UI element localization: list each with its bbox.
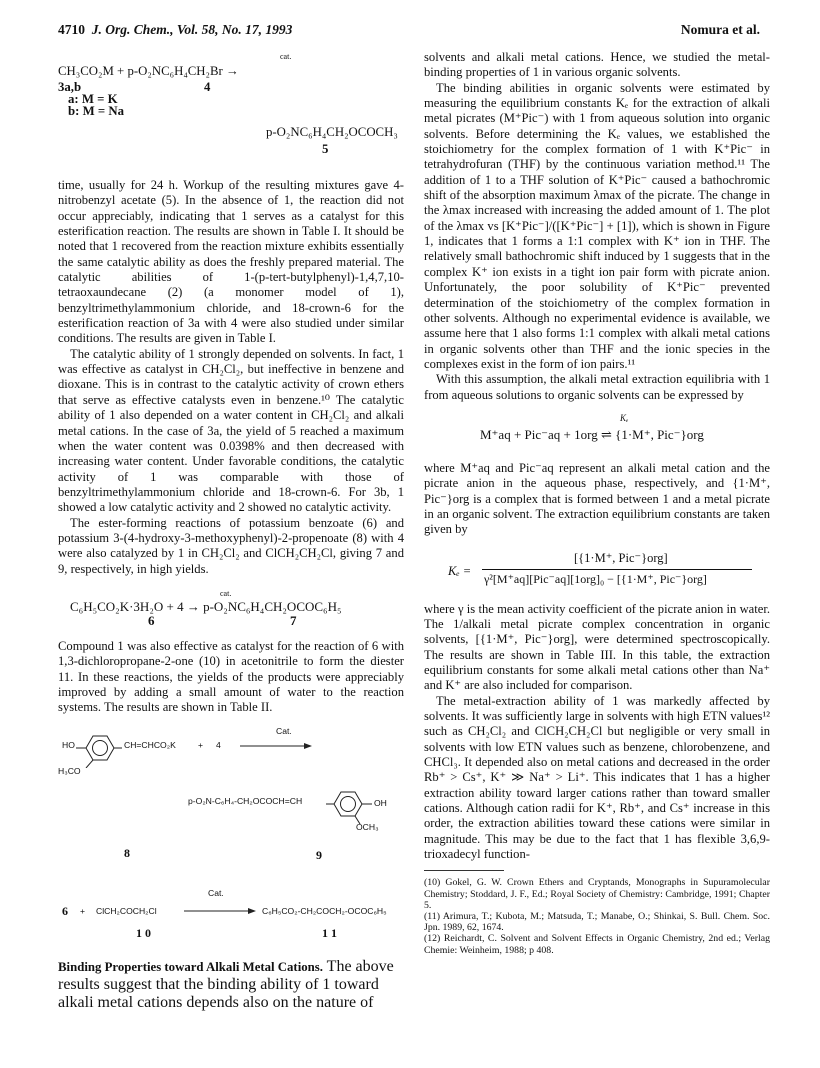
scheme2-reagent-4: 4 [216, 739, 221, 750]
paragraph-solvent-dependence: The catalytic ability of 1 strongly depended on solvents. In fact, 1 was effective as catalyst in CH₂Cl₂, but ineffective in benzene and dioxane. This is in contrast to the catalytic activity of crown ethers that serve as effective catalysts even in benzene.¹⁰ The catalytic ability of 1 also depended on a water content in CH₂Cl₂ and alkali metal cations. In the case of 3a, the yield of 5 reached a maximum when the water content was 0.0398% and then decreased with increasing water content. Under favorable conditions, the catalytic activity of 1 was comparable with those of benzyltrimethylammonium chloride and 18-crown-6. For 3b, 1 showed a low catalytic activity and 2 showed no catalytic activity. [58, 346, 404, 515]
scheme2-h3co: H₃CO [58, 765, 81, 776]
footnote-11: (11) Arimura, T.; Kubota, M.; Matsuda, T.; Manabe, O.; Shinkai, S. Bull. Chem. Soc. Jpn. 1989, 62, 1674. [424, 911, 770, 934]
eq-k-fraction-bar [482, 569, 752, 570]
paragraph-binding-abilities: The binding abilities in organic solvents were estimated by measuring the equilibrium constants Kₑ for the extraction of alkali metal picrates (M⁺Pic⁻) with 1 from aqueous solution into organic solvents. Before determining the Kₑ values, we established the stoichiometry for the complex formation of 1 with K⁺Pic⁻ in tetrahydrofuran (THF) by the continuous variation method.¹¹ The addition of 1 to a THF solution of K⁺Pic⁻ caused a bathochromic shift of the absorption maximum λmax of the picrate. The change in the λmax increased with increasing the added amount of 1. The plot of the λmax vs [K⁺Pic⁻]/([K⁺Pic⁻] + [1]), which is shown in Figure 1, indicates that 1 forms a 1:1 complex with K⁺ ion in THF. The relatively small bathochromic shift induced by 1 suggests that in the complex K⁺ ion exists in a tight ion pair form with picrate anion. Unfortunately, the poor solubility of K⁺Pic⁻ prevented determination of the stoichiometry of the complex formation in other solvents. Although no experimental evidence is available, we assume here that 1 also forms 1:1 complex with alkali metal cations in organic solvents other than THF and the ionic species in the complexes exist in the form of ion pairs.¹¹ [424, 80, 770, 371]
journal-citation: J. Org. Chem., Vol. 58, No. 17, 1993 [91, 22, 293, 37]
scheme2-plus-2: + [80, 905, 86, 916]
eq-k-numerator: [{1·M⁺, Pic⁻}org] [574, 550, 668, 565]
paragraph-where-gamma: where γ is the mean activity coefficient of the picrate anion in water. The 1/alkali metal picrate complex concentration in organic solvents, [{1·M⁺, Pic⁻}org], were determined spectroscopically. The results are shown in Table III. In this table, the extraction equilibrium constants for some alkali metal cations other than Na⁺ and K⁺ are also included for comparison. [424, 601, 770, 693]
scheme-ferulate [58, 726, 404, 958]
eq7-catalyst-label: cat. [220, 588, 232, 598]
scheme2-cat-top: Cat. [276, 725, 292, 736]
scheme-esterification [58, 50, 404, 168]
scheme1-product: p-O₂NC₆H₄CH₂OCOCH₃ [266, 125, 398, 139]
scheme2-ho: HO [62, 739, 75, 750]
scheme2-label-8: 8 [124, 845, 130, 860]
scheme1-label-4: 4 [204, 80, 211, 94]
scheme1-option-a: a: M = K [68, 92, 118, 106]
scheme2-arrow-bottom [184, 906, 256, 916]
scheme2-och3: OCH₃ [356, 821, 379, 832]
running-header-authors: Nomura et al. [680, 22, 760, 37]
paragraph-where-m-aq: where M⁺aq and Pic⁻aq represent an alkali metal cation and the picrate anion in the aqueous phase, respectively, and {1·M⁺, Pic⁻}org is a complex that is formed between 1 and a metal picrate in an organic solvent. The extraction equilibrium constants are taken given by [424, 460, 770, 537]
paragraph-solvents-cations: solvents and alkali metal cations. Hence, we studied the metal-binding properties of 1 in various organic solvents. [424, 50, 770, 80]
scheme2-side-chain-8: CH=CHCO₂K [124, 739, 176, 750]
eq7-equation: C₆H₅CO₂K·3H₂O + 4 → p-O₂NC₆H₄CH₂OCOC₆H₅ [70, 598, 342, 614]
eq-ext-ke-label: Kₑ [620, 412, 629, 423]
scheme2-oh: OH [374, 797, 387, 808]
right-column [424, 50, 770, 956]
footnote-divider [424, 870, 504, 871]
paragraph-workup: time, usually for 24 h. Workup of the resulting mixtures gave 4-nitrobenzyl acetate (5). In the absence of 1, the reaction did not occur appreciably, indicating that 1 serves as a catalyst for this esterification reaction. The results are shown in Table I. It should be noted that 1 recovered from the reaction mixture exhibits essentially the same catalytic ability as does the freshly prepared material. The catalytic abilities of 1-(p-tert-butylphenyl)-1,4,7,10-tetraoxaundecane (2) (a monomer model of 1), benzyltrimethylammonium chloride, and 18-crown-6 for the esterification reaction of 3a with 4 were also studied under similar conditions. The results are given in Table I. [58, 178, 404, 346]
paragraph-metal-extraction: The metal-extraction ability of 1 was markedly affected by solvents. It was sufficiently large in solvents with high ETN values¹² such as CH₂Cl₂ and ClCH₂CH₂Cl but negligible or very small in solvents with low ETN values such as benzene, chlorobenzene, and CHCl₃. It depended also on metal cations and decreased in the order Rb⁺ > Cs⁺, K⁺ ≫ Na⁺ > Li⁺. This indicates that 1 has a higher extraction ability toward larger cations rather than toward smaller cations. Although cation radii for K⁺, Rb⁺, and Cs⁺ increase in this order, the extraction abilities toward these cations were similar in magnitude. This may be due to the fact that 1 has flexible 3,6,9-trioxadecyl function- [424, 693, 770, 862]
eq7-label-7: 7 [290, 612, 297, 628]
scheme2-label-9: 9 [316, 847, 322, 862]
section-heading: Binding Properties toward Alkali Metal Cations. [58, 959, 323, 974]
scheme1-reaction: CH₃CO₂M + p-O₂NC₆H₄CH₂Br → [58, 64, 239, 78]
scheme1-option-b: b: M = Na [68, 104, 124, 118]
scheme2-plus: + [198, 739, 204, 750]
scheme2-cat-bottom: Cat. [208, 887, 224, 898]
scheme2-label-11: 1 1 [322, 925, 337, 940]
scheme2-reactant-6: 6 [62, 903, 68, 918]
eq7-label-6: 6 [148, 612, 155, 628]
paragraph-ester-forming: The ester-forming reactions of potassium benzoate (6) and potassium 3-(4-hydroxy-3-methoxyphenyl)-2-propenoate (8) with 4 were also catalyzed by 1 in CH₂Cl₂ and ClCH₂CH₂Cl, giving 7 and 9, respectively, in high yields. [58, 515, 404, 576]
paragraph-assumption: With this assumption, the alkali metal extraction equilibria with 1 from aqueous solutions to organic solvents can be expressed by [424, 372, 770, 402]
scheme2-benzene-ring-8 [76, 728, 122, 768]
scheme2-reagent-10: ClCH₂COCH₂Cl [96, 905, 157, 916]
left-column [58, 50, 404, 1028]
running-header-left [58, 22, 292, 38]
eq-k-denominator: γ²[M⁺aq][Pic⁻aq][1org]₀ − [{1·M⁺, Pic⁻}org] [484, 571, 707, 586]
eq-ext-equation: M⁺aq + Pic⁻aq + 1org ⇌ {1·M⁺, Pic⁻}org [480, 426, 704, 442]
scheme2-label-10: 1 0 [136, 925, 151, 940]
section-intro-text: The above results suggest that the binding ability of 1 toward alkali metal cations depends also on the nature of [58, 957, 394, 1011]
scheme1-label-5: 5 [322, 142, 329, 156]
scheme2-arrow-top [240, 741, 312, 751]
equation-benzoate [58, 589, 404, 633]
equation-extraction-equilibrium [424, 413, 770, 457]
eq-k-lhs: Kₑ = [448, 563, 472, 578]
scheme1-label-3ab: 3a,b [58, 80, 82, 94]
scheme2-product-11: C₆H₅CO₂-CH₂COCH₂-OCOC₆H₅ [262, 905, 387, 916]
footnote-10: (10) Gokel, G. W. Crown Ethers and Cryptands, Monographs in Supuramolecular Chemistry; Stoddard, J. F., Ed.; Royal Society of Chemistry: Cambridge, 1991; Chapter 5. [424, 877, 770, 911]
footnote-12: (12) Reichardt, C. Solvent and Solvent Effects in Organic Chemistry, 2nd ed.; Verlag Chemie: Weinheim, 1988; p 408. [424, 933, 770, 956]
scheme1-catalyst-label: cat. [280, 52, 292, 61]
paragraph-dichloropropanone: Compound 1 was also effective as catalyst for the reaction of 6 with 1,3-dichloropropane-2-one (10) in acetonitrile to form the diester 11. In these reactions, the yields of the products were appreciably improved by adding a small amount of water to the reaction systems. The results are shown in Table II. [58, 638, 404, 715]
page-number: 4710 [58, 22, 85, 37]
equation-ke-definition [424, 550, 770, 596]
scheme2-product-9-chain: p-O₂N-C₆H₄-CH₂OCOCH=CH [188, 795, 303, 806]
